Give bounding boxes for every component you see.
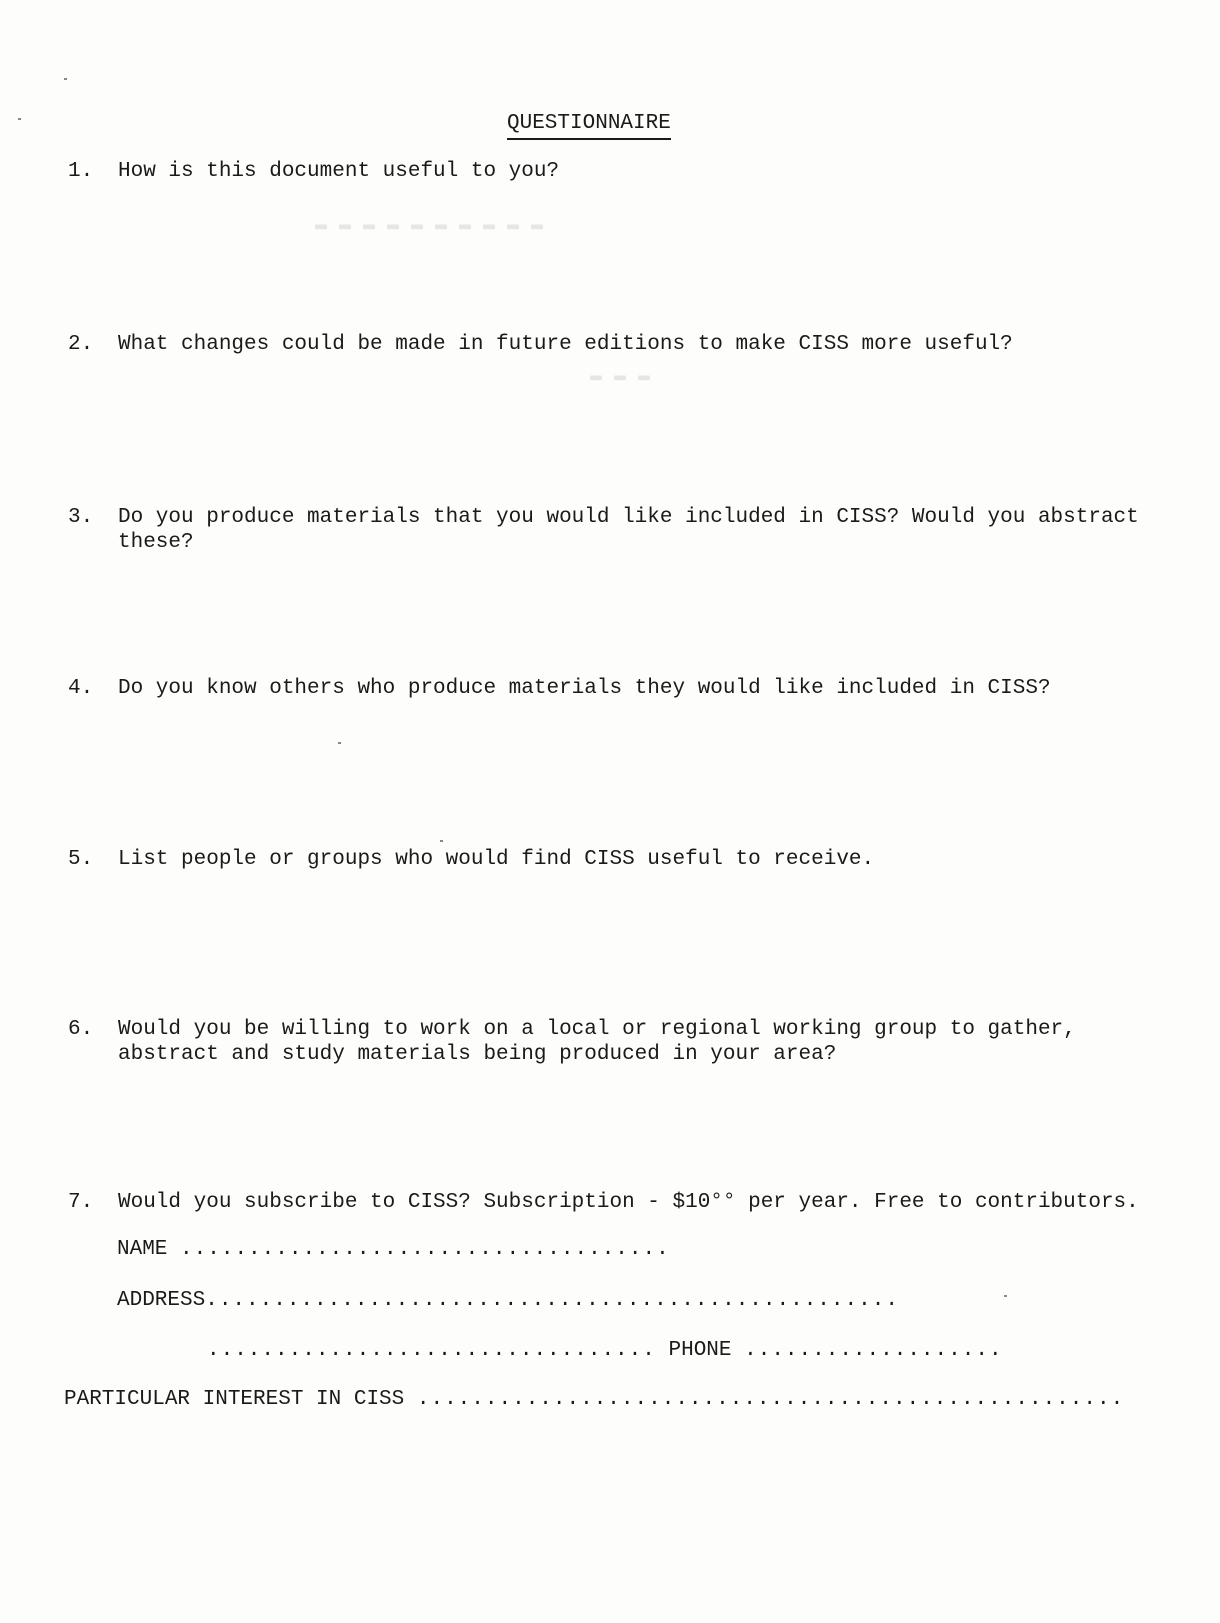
question-number: 5. bbox=[68, 848, 94, 871]
question-text: How is this document useful to you? bbox=[118, 160, 560, 183]
question-number: 3. bbox=[68, 506, 94, 529]
question-number: 1. bbox=[68, 160, 94, 183]
particular-interest-field[interactable] bbox=[64, 1387, 1124, 1412]
question-text: What changes could be made in future editions to make CISS more useful? bbox=[118, 333, 1013, 356]
scan-speck bbox=[1004, 1295, 1007, 1297]
page-title: QUESTIONNAIRE bbox=[507, 111, 671, 140]
show-through-mark-2: ▬ ▬ ▬ bbox=[590, 365, 651, 388]
question-text: List people or groups who would find CISS useful to receive. bbox=[118, 848, 875, 871]
question-number: 4. bbox=[68, 677, 94, 700]
address-label: ADDRESS bbox=[117, 1289, 206, 1312]
address-line-2-blank: ................................. bbox=[207, 1339, 656, 1362]
address-blank: ................................................... bbox=[205, 1289, 899, 1312]
show-through-mark: ▬ ▬ ▬ ▬ ▬ ▬ ▬ ▬ ▬ ▬ bbox=[315, 214, 544, 237]
name-blank: .................................... bbox=[180, 1238, 670, 1261]
name-field[interactable] bbox=[117, 1237, 670, 1262]
scan-speck bbox=[18, 118, 21, 120]
phone-blank: ................... bbox=[744, 1339, 1003, 1362]
scan-speck bbox=[338, 742, 341, 744]
question-text: Do you know others who produce materials they would like included in CISS? bbox=[118, 677, 1051, 700]
interest-blank: .................................................... bbox=[416, 1388, 1125, 1411]
question-number: 6. bbox=[68, 1018, 94, 1041]
question-text: Do you produce materials that you would like included in CISS? Would you abstract these? bbox=[118, 506, 1139, 554]
question-text: Would you subscribe to CISS? Subscription - $10°° per year. Free to contributors. bbox=[118, 1191, 1139, 1214]
question-number: 7. bbox=[68, 1191, 94, 1214]
scan-speck bbox=[64, 78, 67, 80]
scan-speck bbox=[440, 840, 443, 842]
phone-label: PHONE bbox=[668, 1339, 732, 1362]
address-line-2-field[interactable] bbox=[207, 1338, 1003, 1363]
interest-label: PARTICULAR INTEREST IN CISS bbox=[64, 1388, 405, 1411]
question-text: Would you be willing to work on a local or regional working group to gather, abstract and study materials being produced in your area? bbox=[118, 1018, 1076, 1066]
address-field[interactable] bbox=[117, 1288, 899, 1313]
question-number: 2. bbox=[68, 333, 94, 356]
name-label: NAME bbox=[117, 1238, 168, 1261]
